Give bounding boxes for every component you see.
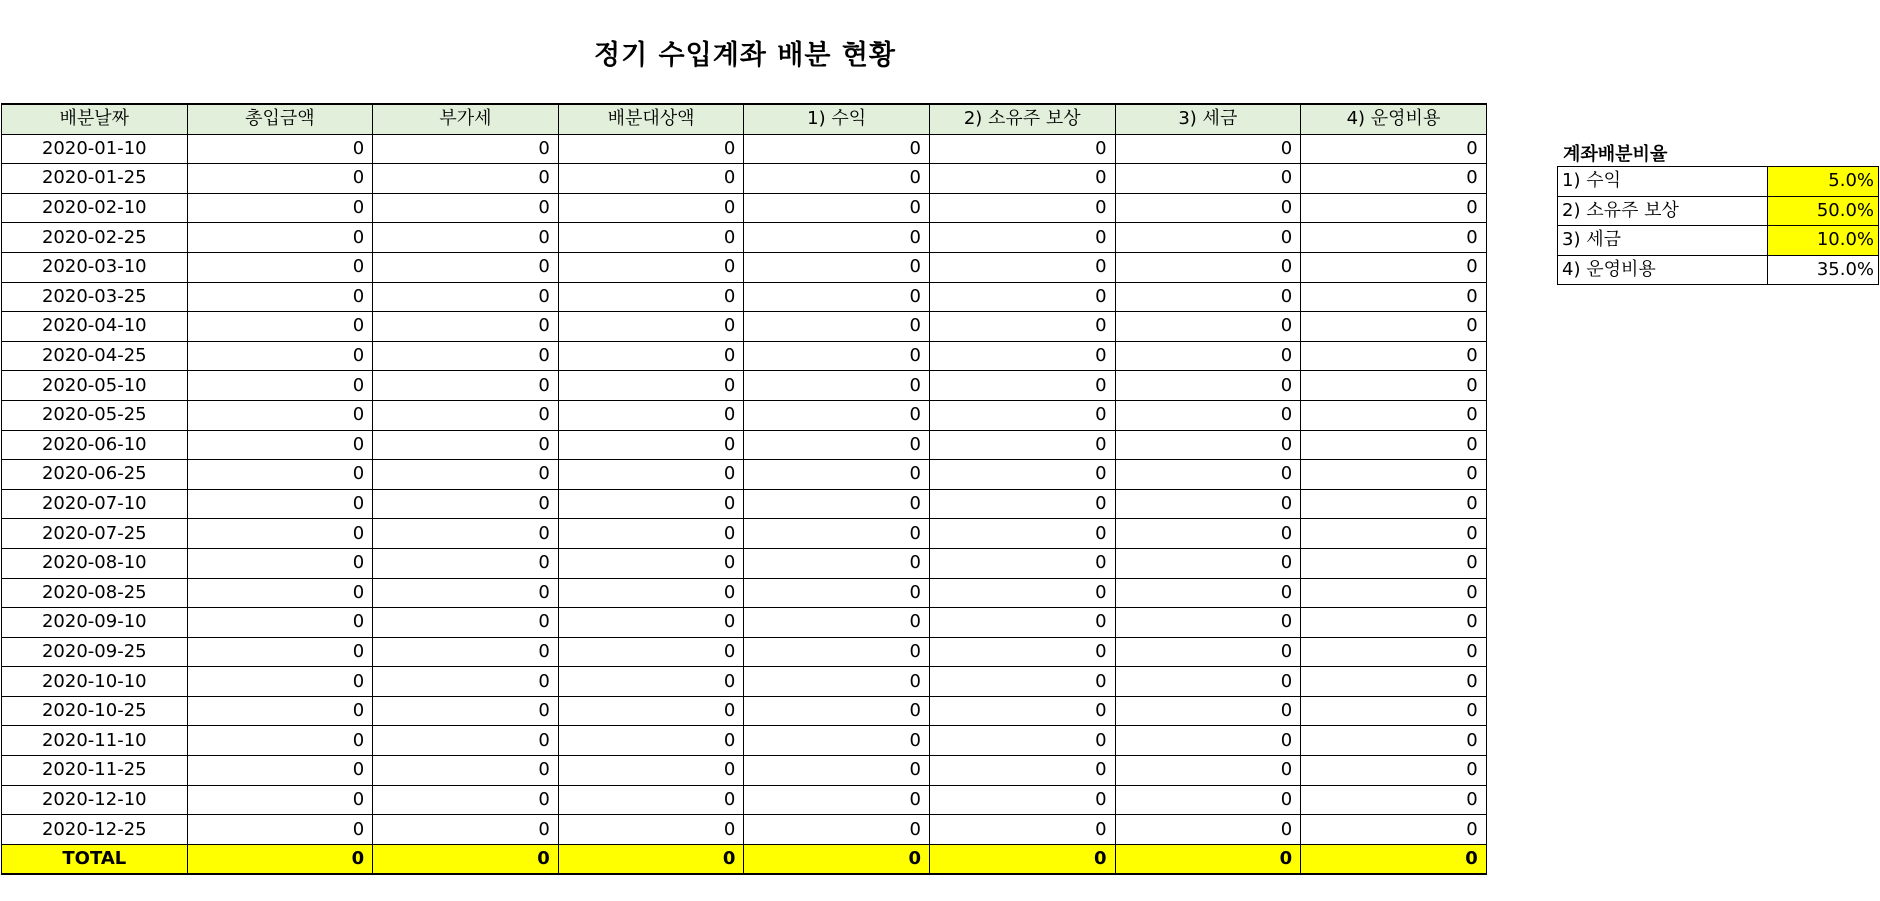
table-row xyxy=(2,400,1487,430)
table-row xyxy=(2,282,1487,312)
cell-opex[interactable]: 0 xyxy=(1301,460,1487,490)
cell-owner-comp[interactable]: 0 xyxy=(929,252,1115,282)
cell-opex[interactable]: 0 xyxy=(1301,608,1487,638)
cell-owner-comp[interactable]: 0 xyxy=(929,223,1115,253)
cell-total-deposit[interactable]: 0 xyxy=(187,667,373,697)
table-row xyxy=(2,696,1487,726)
cell-tax[interactable]: 0 xyxy=(1115,785,1301,815)
cell-owner-comp[interactable]: 0 xyxy=(929,430,1115,460)
ratio-label[interactable]: 1) 수익 xyxy=(1558,167,1768,197)
cell-date[interactable]: 2020-08-25 xyxy=(2,578,188,608)
cell-vat[interactable]: 0 xyxy=(373,164,559,194)
cell-tax[interactable]: 0 xyxy=(1115,726,1301,756)
cell-total-deposit[interactable]: 0 xyxy=(187,460,373,490)
cell-total-deposit[interactable]: 0 xyxy=(187,252,373,282)
cell-owner-comp[interactable]: 0 xyxy=(929,637,1115,667)
cell-total-deposit[interactable]: 0 xyxy=(187,371,373,401)
cell-profit[interactable]: 0 xyxy=(744,312,930,342)
cell-date[interactable]: 2020-11-10 xyxy=(2,726,188,756)
table-body xyxy=(2,134,1487,874)
cell-owner-comp[interactable]: 0 xyxy=(929,400,1115,430)
ratio-table xyxy=(1557,166,1879,285)
cell-total-deposit[interactable]: 0 xyxy=(187,519,373,549)
cell-profit[interactable]: 0 xyxy=(744,282,930,312)
total-allocatable[interactable]: 0 xyxy=(558,844,744,874)
total-vat[interactable]: 0 xyxy=(373,844,559,874)
cell-date[interactable]: 2020-12-10 xyxy=(2,785,188,815)
cell-vat[interactable]: 0 xyxy=(373,637,559,667)
cell-allocatable[interactable]: 0 xyxy=(558,667,744,697)
cell-profit[interactable]: 0 xyxy=(744,134,930,164)
cell-vat[interactable]: 0 xyxy=(373,341,559,371)
cell-allocatable[interactable]: 0 xyxy=(558,164,744,194)
total-profit[interactable]: 0 xyxy=(744,844,930,874)
cell-allocatable[interactable]: 0 xyxy=(558,400,744,430)
cell-opex[interactable]: 0 xyxy=(1301,371,1487,401)
ratio-value[interactable]: 50.0% xyxy=(1768,196,1879,226)
ratio-value[interactable]: 5.0% xyxy=(1768,167,1879,197)
cell-date[interactable]: 2020-06-25 xyxy=(2,460,188,490)
cell-vat[interactable]: 0 xyxy=(373,371,559,401)
header-owner-comp[interactable]: 2) 소유주 보상 xyxy=(929,104,1115,134)
cell-owner-comp[interactable]: 0 xyxy=(929,815,1115,845)
cell-total-deposit[interactable]: 0 xyxy=(187,696,373,726)
table-row xyxy=(2,756,1487,786)
cell-allocatable[interactable]: 0 xyxy=(558,430,744,460)
cell-owner-comp[interactable]: 0 xyxy=(929,578,1115,608)
cell-owner-comp[interactable]: 0 xyxy=(929,726,1115,756)
cell-date[interactable]: 2020-10-10 xyxy=(2,667,188,697)
cell-allocatable[interactable]: 0 xyxy=(558,726,744,756)
table-row xyxy=(2,608,1487,638)
cell-tax[interactable]: 0 xyxy=(1115,164,1301,194)
page-title: 정기 수입계좌 배분 현황 xyxy=(593,40,897,71)
cell-allocatable[interactable]: 0 xyxy=(558,578,744,608)
cell-vat[interactable]: 0 xyxy=(373,608,559,638)
cell-opex[interactable]: 0 xyxy=(1301,519,1487,549)
cell-profit[interactable]: 0 xyxy=(744,785,930,815)
cell-vat[interactable]: 0 xyxy=(373,756,559,786)
cell-date[interactable]: 2020-01-10 xyxy=(2,134,188,164)
header-total-deposit[interactable]: 총입금액 xyxy=(187,104,373,134)
cell-profit[interactable]: 0 xyxy=(744,193,930,223)
table-row xyxy=(2,223,1487,253)
cell-owner-comp[interactable]: 0 xyxy=(929,756,1115,786)
cell-opex[interactable]: 0 xyxy=(1301,815,1487,845)
cell-date[interactable]: 2020-01-25 xyxy=(2,164,188,194)
cell-vat[interactable]: 0 xyxy=(373,223,559,253)
table-row xyxy=(2,667,1487,697)
table-row xyxy=(2,312,1487,342)
cell-profit[interactable]: 0 xyxy=(744,164,930,194)
cell-owner-comp[interactable]: 0 xyxy=(929,134,1115,164)
cell-opex[interactable]: 0 xyxy=(1301,252,1487,282)
total-row xyxy=(2,844,1487,874)
cell-tax[interactable]: 0 xyxy=(1115,341,1301,371)
table-row xyxy=(2,726,1487,756)
cell-opex[interactable]: 0 xyxy=(1301,756,1487,786)
cell-allocatable[interactable]: 0 xyxy=(558,282,744,312)
cell-tax[interactable]: 0 xyxy=(1115,756,1301,786)
cell-profit[interactable]: 0 xyxy=(744,400,930,430)
ratio-value[interactable]: 10.0% xyxy=(1768,226,1879,256)
ratio-title: 계좌배분비율 xyxy=(1563,144,1668,165)
ratio-row xyxy=(1558,196,1879,226)
cell-total-deposit[interactable]: 0 xyxy=(187,193,373,223)
cell-vat[interactable]: 0 xyxy=(373,815,559,845)
cell-profit[interactable]: 0 xyxy=(744,460,930,490)
cell-profit[interactable]: 0 xyxy=(744,341,930,371)
cell-vat[interactable]: 0 xyxy=(373,193,559,223)
cell-date[interactable]: 2020-04-25 xyxy=(2,341,188,371)
cell-tax[interactable]: 0 xyxy=(1115,548,1301,578)
cell-date[interactable]: 2020-08-10 xyxy=(2,548,188,578)
cell-allocatable[interactable]: 0 xyxy=(558,312,744,342)
cell-owner-comp[interactable]: 0 xyxy=(929,548,1115,578)
cell-vat[interactable]: 0 xyxy=(373,312,559,342)
cell-allocatable[interactable]: 0 xyxy=(558,193,744,223)
cell-vat[interactable]: 0 xyxy=(373,696,559,726)
cell-opex[interactable]: 0 xyxy=(1301,785,1487,815)
table-row xyxy=(2,519,1487,549)
cell-date[interactable]: 2020-04-10 xyxy=(2,312,188,342)
cell-total-deposit[interactable]: 0 xyxy=(187,608,373,638)
cell-total-deposit[interactable]: 0 xyxy=(187,815,373,845)
cell-profit[interactable]: 0 xyxy=(744,252,930,282)
cell-allocatable[interactable]: 0 xyxy=(558,489,744,519)
header-allocatable[interactable]: 배분대상액 xyxy=(558,104,744,134)
cell-date[interactable]: 2020-05-25 xyxy=(2,400,188,430)
cell-date[interactable]: 2020-12-25 xyxy=(2,815,188,845)
total-owner-comp[interactable]: 0 xyxy=(929,844,1115,874)
allocation-table xyxy=(1,103,1487,875)
table-row xyxy=(2,193,1487,223)
cell-opex[interactable]: 0 xyxy=(1301,282,1487,312)
cell-opex[interactable]: 0 xyxy=(1301,223,1487,253)
cell-vat[interactable]: 0 xyxy=(373,548,559,578)
cell-date[interactable]: 2020-06-10 xyxy=(2,430,188,460)
total-label[interactable]: TOTAL xyxy=(2,844,188,874)
cell-tax[interactable]: 0 xyxy=(1115,371,1301,401)
cell-profit[interactable]: 0 xyxy=(744,637,930,667)
cell-tax[interactable]: 0 xyxy=(1115,134,1301,164)
cell-opex[interactable]: 0 xyxy=(1301,341,1487,371)
cell-opex[interactable]: 0 xyxy=(1301,578,1487,608)
cell-owner-comp[interactable]: 0 xyxy=(929,608,1115,638)
cell-profit[interactable]: 0 xyxy=(744,667,930,697)
cell-total-deposit[interactable]: 0 xyxy=(187,578,373,608)
cell-date[interactable]: 2020-03-25 xyxy=(2,282,188,312)
cell-allocatable[interactable]: 0 xyxy=(558,637,744,667)
cell-owner-comp[interactable]: 0 xyxy=(929,164,1115,194)
cell-allocatable[interactable]: 0 xyxy=(558,548,744,578)
cell-vat[interactable]: 0 xyxy=(373,489,559,519)
ratio-label[interactable]: 3) 세금 xyxy=(1558,226,1768,256)
cell-date[interactable]: 2020-10-25 xyxy=(2,696,188,726)
cell-vat[interactable]: 0 xyxy=(373,252,559,282)
cell-profit[interactable]: 0 xyxy=(744,548,930,578)
cell-allocatable[interactable]: 0 xyxy=(558,223,744,253)
cell-total-deposit[interactable]: 0 xyxy=(187,223,373,253)
ratio-value[interactable]: 35.0% xyxy=(1768,255,1879,285)
header-tax[interactable]: 3) 세금 xyxy=(1115,104,1301,134)
cell-opex[interactable]: 0 xyxy=(1301,726,1487,756)
cell-vat[interactable]: 0 xyxy=(373,430,559,460)
cell-owner-comp[interactable]: 0 xyxy=(929,312,1115,342)
table-row xyxy=(2,341,1487,371)
cell-tax[interactable]: 0 xyxy=(1115,489,1301,519)
cell-tax[interactable]: 0 xyxy=(1115,400,1301,430)
ratio-row xyxy=(1558,255,1879,285)
cell-tax[interactable]: 0 xyxy=(1115,696,1301,726)
total-tax[interactable]: 0 xyxy=(1115,844,1301,874)
cell-profit[interactable]: 0 xyxy=(744,696,930,726)
cell-owner-comp[interactable]: 0 xyxy=(929,667,1115,697)
cell-opex[interactable]: 0 xyxy=(1301,193,1487,223)
cell-owner-comp[interactable]: 0 xyxy=(929,371,1115,401)
cell-tax[interactable]: 0 xyxy=(1115,193,1301,223)
cell-owner-comp[interactable]: 0 xyxy=(929,489,1115,519)
table-row xyxy=(2,252,1487,282)
cell-profit[interactable]: 0 xyxy=(744,489,930,519)
table-row xyxy=(2,489,1487,519)
cell-vat[interactable]: 0 xyxy=(373,134,559,164)
table-row xyxy=(2,371,1487,401)
cell-owner-comp[interactable]: 0 xyxy=(929,785,1115,815)
cell-vat[interactable]: 0 xyxy=(373,578,559,608)
cell-opex[interactable]: 0 xyxy=(1301,489,1487,519)
cell-total-deposit[interactable]: 0 xyxy=(187,756,373,786)
cell-tax[interactable]: 0 xyxy=(1115,637,1301,667)
cell-allocatable[interactable]: 0 xyxy=(558,134,744,164)
cell-total-deposit[interactable]: 0 xyxy=(187,341,373,371)
cell-total-deposit[interactable]: 0 xyxy=(187,400,373,430)
cell-total-deposit[interactable]: 0 xyxy=(187,134,373,164)
cell-tax[interactable]: 0 xyxy=(1115,608,1301,638)
cell-total-deposit[interactable]: 0 xyxy=(187,164,373,194)
cell-tax[interactable]: 0 xyxy=(1115,252,1301,282)
table-row xyxy=(2,430,1487,460)
cell-total-deposit[interactable]: 0 xyxy=(187,726,373,756)
ratio-row xyxy=(1558,167,1879,197)
cell-profit[interactable]: 0 xyxy=(744,371,930,401)
cell-tax[interactable]: 0 xyxy=(1115,223,1301,253)
cell-profit[interactable]: 0 xyxy=(744,519,930,549)
cell-date[interactable]: 2020-02-25 xyxy=(2,223,188,253)
table-row xyxy=(2,785,1487,815)
ratio-label[interactable]: 4) 운영비용 xyxy=(1558,255,1768,285)
cell-allocatable[interactable]: 0 xyxy=(558,371,744,401)
cell-profit[interactable]: 0 xyxy=(744,223,930,253)
cell-owner-comp[interactable]: 0 xyxy=(929,460,1115,490)
cell-opex[interactable]: 0 xyxy=(1301,134,1487,164)
cell-vat[interactable]: 0 xyxy=(373,667,559,697)
cell-owner-comp[interactable]: 0 xyxy=(929,341,1115,371)
cell-opex[interactable]: 0 xyxy=(1301,312,1487,342)
table-row xyxy=(2,548,1487,578)
cell-allocatable[interactable]: 0 xyxy=(558,460,744,490)
header-opex[interactable]: 4) 운영비용 xyxy=(1301,104,1487,134)
cell-vat[interactable]: 0 xyxy=(373,519,559,549)
ratio-label[interactable]: 2) 소유주 보상 xyxy=(1558,196,1768,226)
cell-total-deposit[interactable]: 0 xyxy=(187,312,373,342)
cell-opex[interactable]: 0 xyxy=(1301,548,1487,578)
cell-owner-comp[interactable]: 0 xyxy=(929,696,1115,726)
cell-opex[interactable]: 0 xyxy=(1301,400,1487,430)
cell-date[interactable]: 2020-07-25 xyxy=(2,519,188,549)
cell-vat[interactable]: 0 xyxy=(373,460,559,490)
cell-profit[interactable]: 0 xyxy=(744,815,930,845)
cell-owner-comp[interactable]: 0 xyxy=(929,282,1115,312)
cell-profit[interactable]: 0 xyxy=(744,726,930,756)
cell-total-deposit[interactable]: 0 xyxy=(187,282,373,312)
cell-allocatable[interactable]: 0 xyxy=(558,519,744,549)
cell-allocatable[interactable]: 0 xyxy=(558,815,744,845)
cell-tax[interactable]: 0 xyxy=(1115,578,1301,608)
cell-date[interactable]: 2020-07-10 xyxy=(2,489,188,519)
cell-vat[interactable]: 0 xyxy=(373,785,559,815)
cell-allocatable[interactable]: 0 xyxy=(558,341,744,371)
cell-opex[interactable]: 0 xyxy=(1301,696,1487,726)
cell-allocatable[interactable]: 0 xyxy=(558,608,744,638)
cell-allocatable[interactable]: 0 xyxy=(558,756,744,786)
cell-tax[interactable]: 0 xyxy=(1115,667,1301,697)
cell-opex[interactable]: 0 xyxy=(1301,637,1487,667)
cell-allocatable[interactable]: 0 xyxy=(558,785,744,815)
total-opex[interactable]: 0 xyxy=(1301,844,1487,874)
table-row xyxy=(2,637,1487,667)
cell-date[interactable]: 2020-11-25 xyxy=(2,756,188,786)
cell-date[interactable]: 2020-09-10 xyxy=(2,608,188,638)
cell-date[interactable]: 2020-02-10 xyxy=(2,193,188,223)
cell-opex[interactable]: 0 xyxy=(1301,164,1487,194)
total-total-deposit[interactable]: 0 xyxy=(187,844,373,874)
table-row xyxy=(2,578,1487,608)
cell-opex[interactable]: 0 xyxy=(1301,430,1487,460)
cell-allocatable[interactable]: 0 xyxy=(558,696,744,726)
cell-tax[interactable]: 0 xyxy=(1115,460,1301,490)
ratio-body xyxy=(1558,167,1879,285)
cell-total-deposit[interactable]: 0 xyxy=(187,637,373,667)
table-row xyxy=(2,815,1487,845)
cell-total-deposit[interactable]: 0 xyxy=(187,489,373,519)
cell-tax[interactable]: 0 xyxy=(1115,282,1301,312)
cell-owner-comp[interactable]: 0 xyxy=(929,193,1115,223)
table-header-row xyxy=(2,104,1487,134)
cell-tax[interactable]: 0 xyxy=(1115,430,1301,460)
ratio-row xyxy=(1558,226,1879,256)
table-row xyxy=(2,460,1487,490)
cell-vat[interactable]: 0 xyxy=(373,400,559,430)
table-row xyxy=(2,164,1487,194)
cell-date[interactable]: 2020-09-25 xyxy=(2,637,188,667)
cell-tax[interactable]: 0 xyxy=(1115,815,1301,845)
cell-total-deposit[interactable]: 0 xyxy=(187,548,373,578)
cell-vat[interactable]: 0 xyxy=(373,726,559,756)
header-date[interactable]: 배분날짜 xyxy=(2,104,188,134)
cell-profit[interactable]: 0 xyxy=(744,608,930,638)
cell-profit[interactable]: 0 xyxy=(744,756,930,786)
header-vat[interactable]: 부가세 xyxy=(373,104,559,134)
cell-date[interactable]: 2020-03-10 xyxy=(2,252,188,282)
cell-date[interactable]: 2020-05-10 xyxy=(2,371,188,401)
cell-allocatable[interactable]: 0 xyxy=(558,252,744,282)
cell-tax[interactable]: 0 xyxy=(1115,312,1301,342)
table-row xyxy=(2,134,1487,164)
cell-total-deposit[interactable]: 0 xyxy=(187,785,373,815)
header-profit[interactable]: 1) 수익 xyxy=(744,104,930,134)
cell-tax[interactable]: 0 xyxy=(1115,519,1301,549)
cell-opex[interactable]: 0 xyxy=(1301,667,1487,697)
cell-total-deposit[interactable]: 0 xyxy=(187,430,373,460)
cell-vat[interactable]: 0 xyxy=(373,282,559,312)
cell-owner-comp[interactable]: 0 xyxy=(929,519,1115,549)
cell-profit[interactable]: 0 xyxy=(744,430,930,460)
cell-profit[interactable]: 0 xyxy=(744,578,930,608)
